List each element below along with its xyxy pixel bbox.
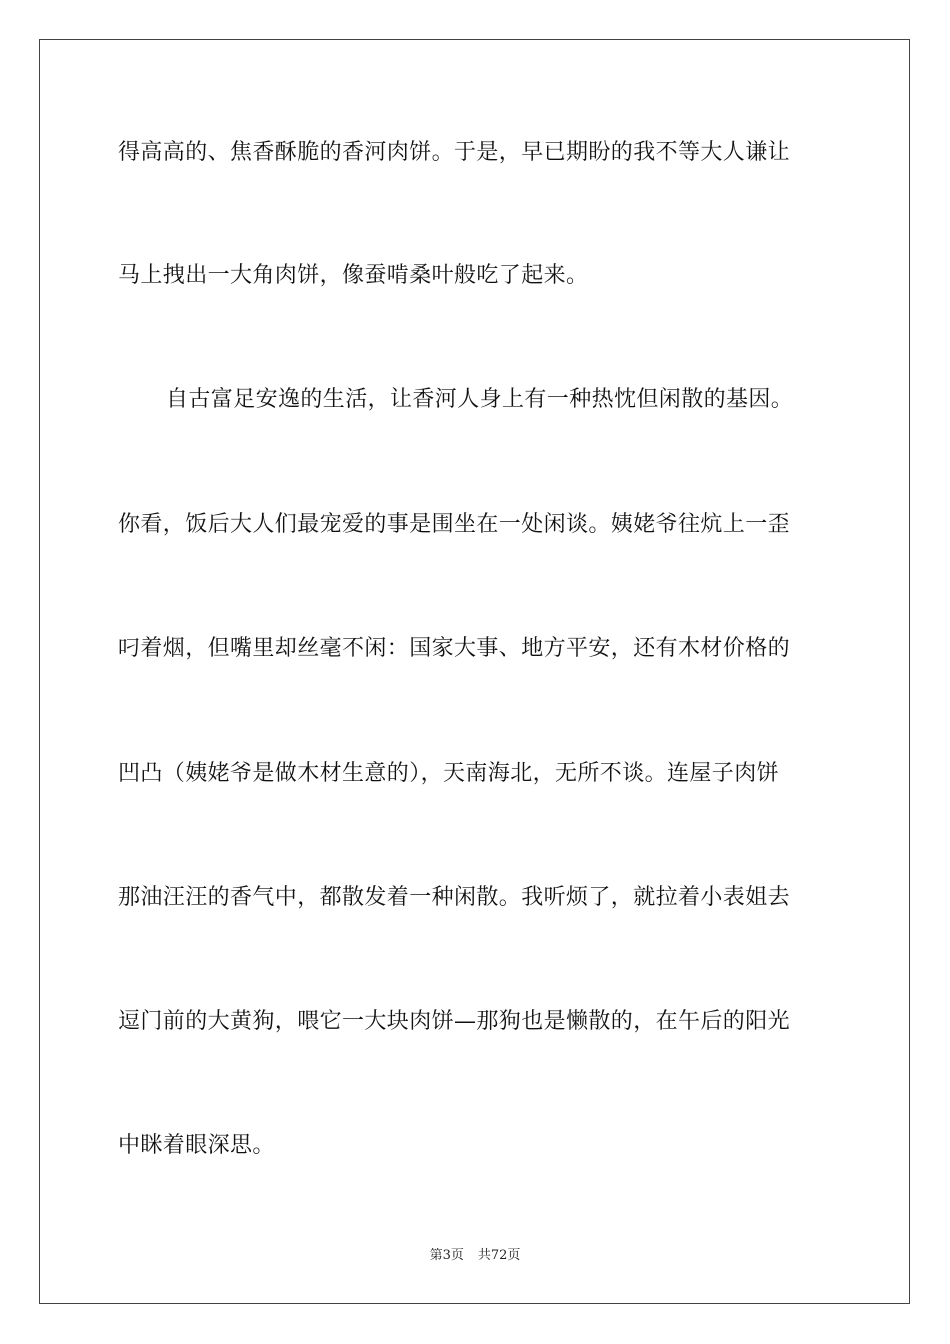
text-line-1: 得高高的、焦香酥脆的香河肉饼。于是，早已期盼的我不等大人谦让 — [118, 140, 791, 165]
page-border — [39, 39, 910, 1304]
text-line-8: 逗门前的大黄狗，喂它一大块肉饼—那狗也是懒散的，在午后的阳光 — [118, 1009, 791, 1034]
text-line-7: 那油汪汪的香气中，都散发着一种闲散。我听烦了，就拉着小表姐去 — [118, 885, 791, 910]
text-line-5: 叼着烟，但嘴里却丝毫不闲：国家大事、地方平安，还有木材价格的 — [118, 636, 791, 661]
page-total: 共72页 — [477, 1248, 521, 1263]
text-line-2: 马上拽出一大角肉饼，像蚕啃桑叶般吃了起来。 — [118, 263, 589, 288]
text-line-4: 你看，饭后大人们最宠爱的事是围坐在一处闲谈。姨姥爷往炕上一歪 — [118, 512, 791, 537]
page-footer — [0, 1247, 950, 1265]
text-line-6: 凹凸（姨姥爷是做木材生意的），天南海北，无所不谈。连屋子肉饼 — [118, 761, 780, 786]
page-number: 第3页 — [429, 1248, 464, 1263]
text-line-9: 中眯着眼深思。 — [118, 1133, 275, 1158]
paragraph-start-line: 自古富足安逸的生活，让香河人身上有一种热忱但闲散的基因。 — [166, 387, 794, 412]
